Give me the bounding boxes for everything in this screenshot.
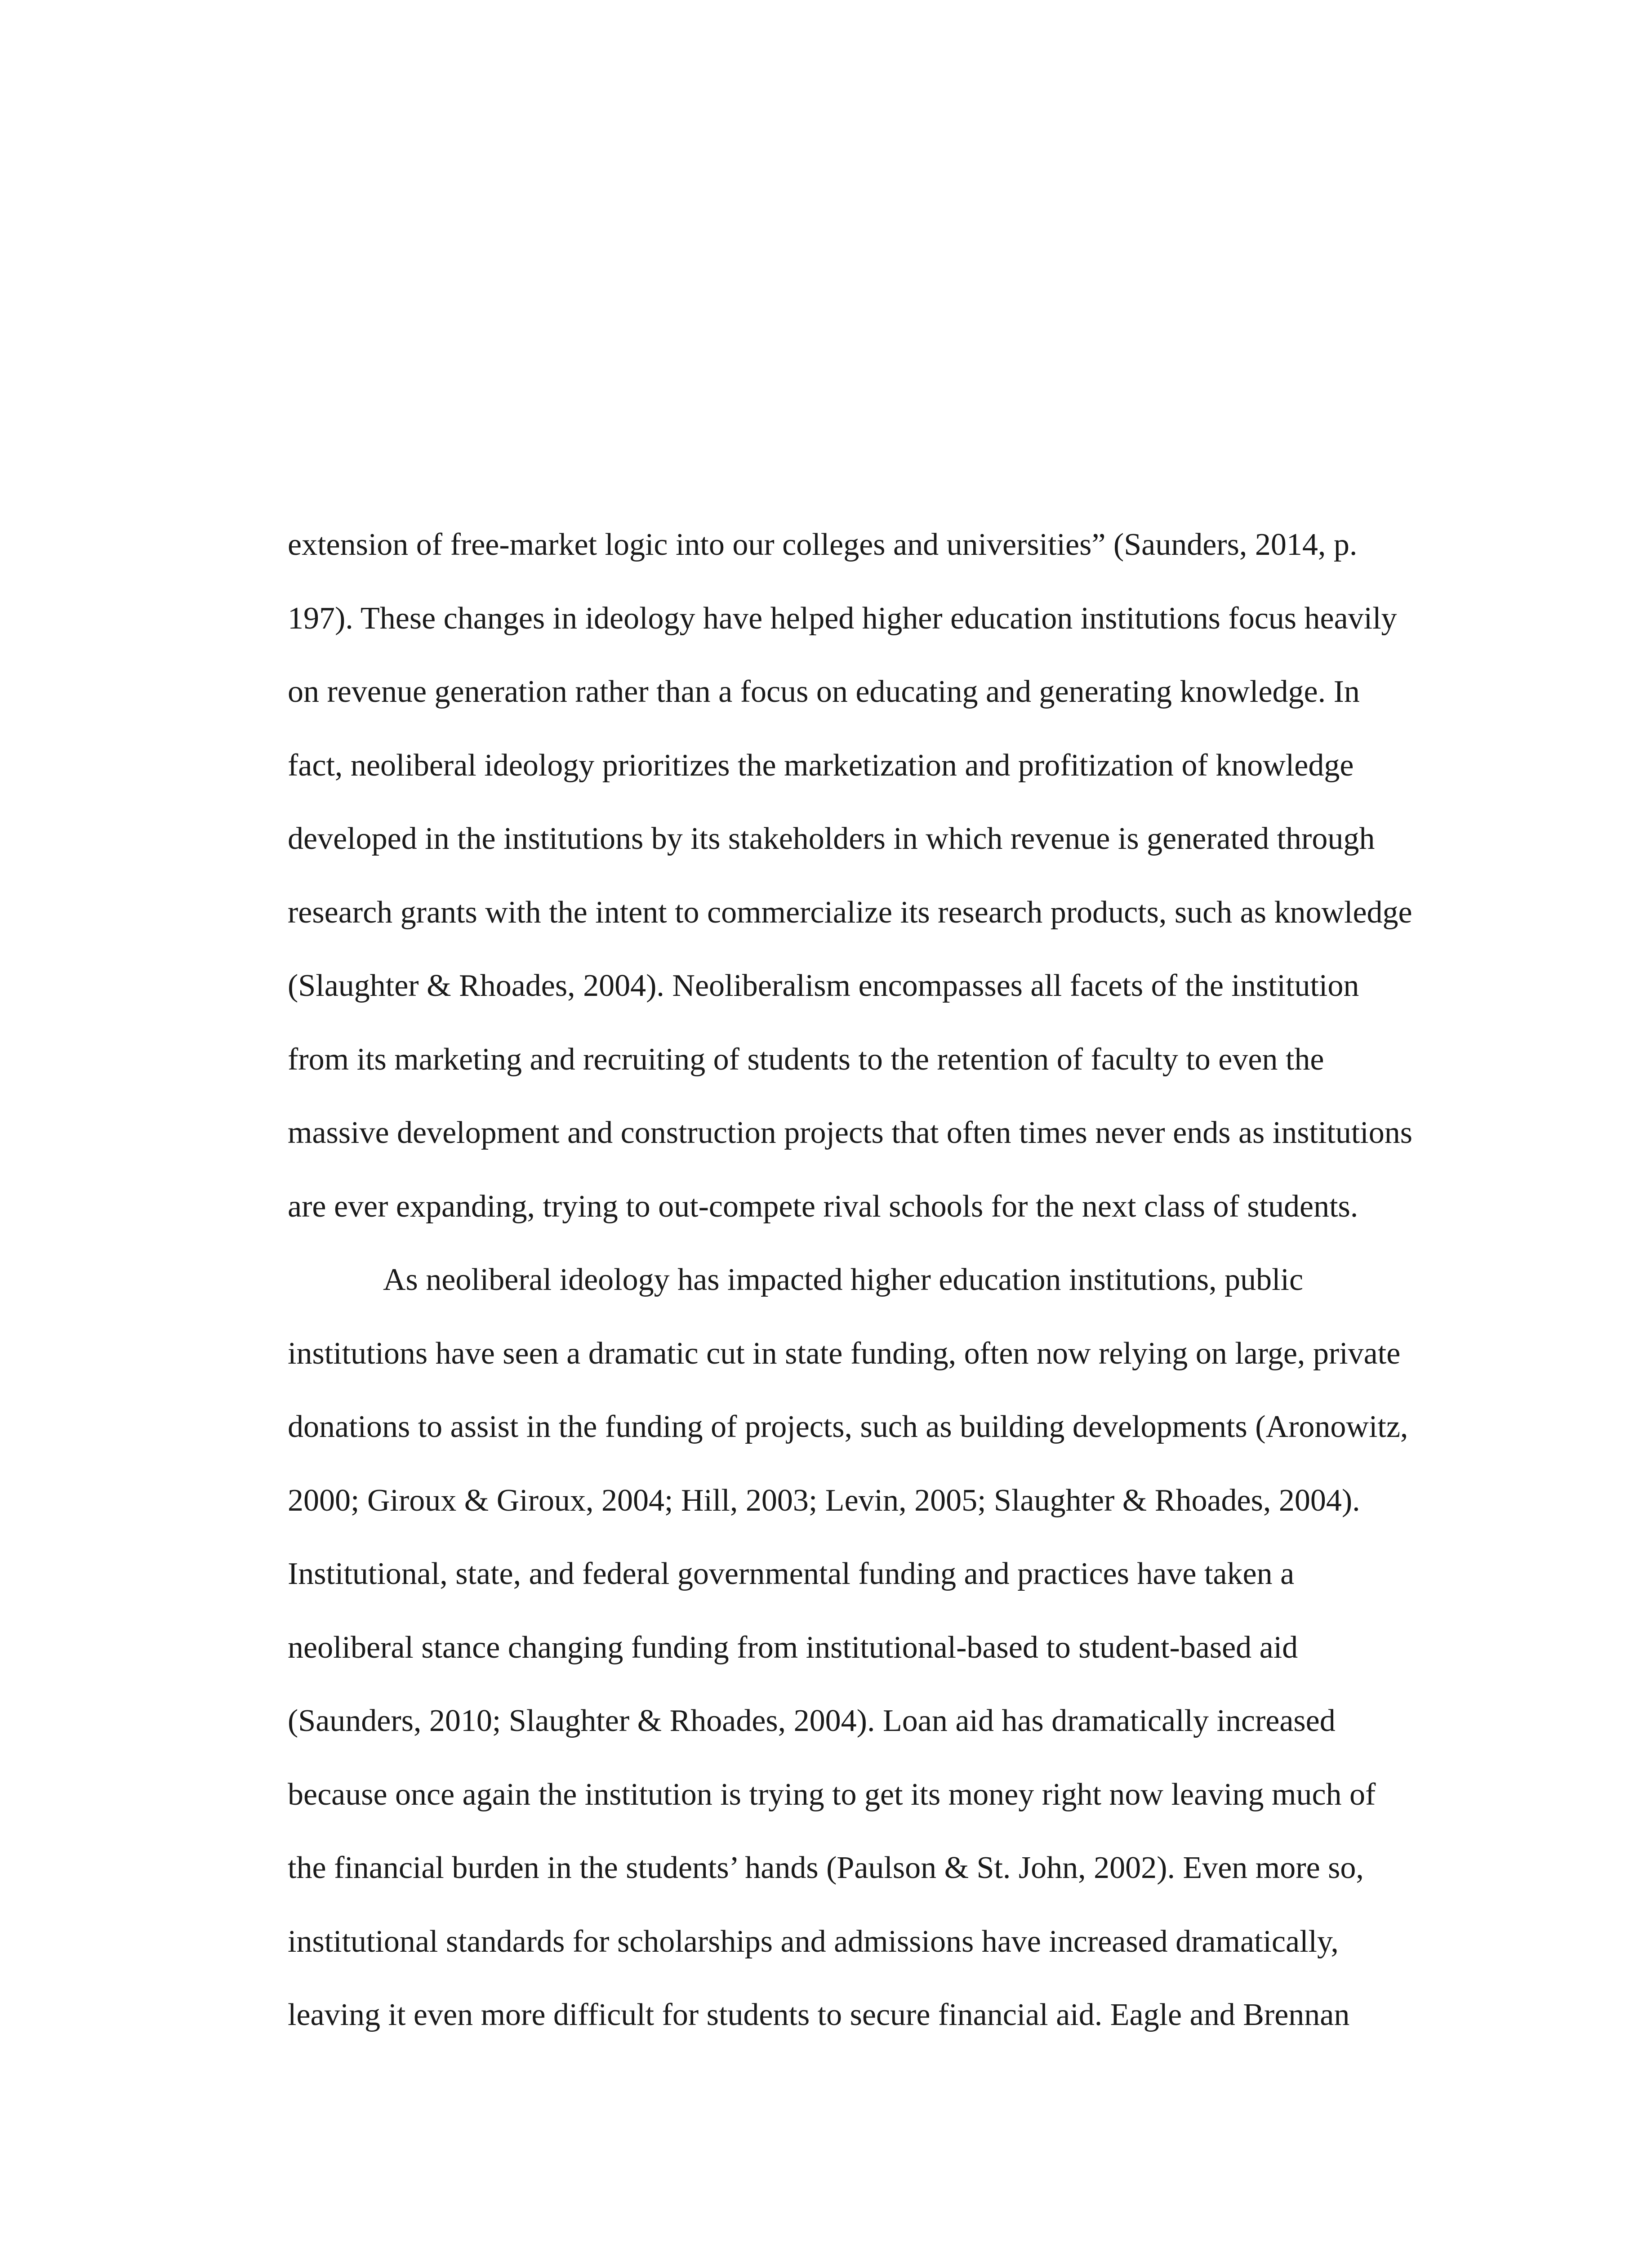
text-line: on revenue generation rather than a focus on educating and generating knowledge. In <box>288 674 1360 709</box>
body-text <box>288 508 1429 2052</box>
paragraph-first-line: As neoliberal ideology has impacted higher education institutions, public <box>383 1262 1304 1297</box>
text-line: extension of free-market logic into our colleges and universities” (Saunders, 2014, p. <box>288 527 1358 562</box>
text-line: Institutional, state, and federal governmental funding and practices have taken a <box>288 1557 1295 1591</box>
text-line: the financial burden in the students’ hands (Paulson & St. John, 2002). Even more so, <box>288 1851 1364 1885</box>
text-line: (Slaughter & Rhoades, 2004). Neoliberalism encompasses all facets of the institution <box>288 968 1359 1003</box>
text-line: 197). These changes in ideology have helped higher education institutions focus heavily <box>288 601 1397 636</box>
text-line: neoliberal stance changing funding from institutional-based to student-based aid <box>288 1630 1298 1665</box>
text-line: institutional standards for scholarships and admissions have increased dramatically, <box>288 1924 1339 1959</box>
text-line: donations to assist in the funding of projects, such as building developments (Aronowitz, <box>288 1409 1408 1444</box>
text-line: leaving it even more difficult for students to secure financial aid. Eagle and Brennan <box>288 1998 1350 2032</box>
text-line: massive development and construction projects that often times never ends as institutions <box>288 1115 1412 1150</box>
text-line: (Saunders, 2010; Slaughter & Rhoades, 2004). Loan aid has dramatically increased <box>288 1704 1336 1738</box>
text-line: fact, neoliberal ideology prioritizes the marketization and profitization of knowledge <box>288 748 1354 783</box>
text-line: 2000; Giroux & Giroux, 2004; Hill, 2003; Levin, 2005; Slaughter & Rhoades, 2004). <box>288 1483 1360 1518</box>
text-line: institutions have seen a dramatic cut in state funding, often now relying on large, private <box>288 1336 1401 1371</box>
text-line: from its marketing and recruiting of students to the retention of faculty to even the <box>288 1042 1324 1077</box>
text-line: research grants with the intent to commercialize its research products, such as knowledge <box>288 895 1412 930</box>
text-line: because once again the institution is trying to get its money right now leaving much of <box>288 1777 1376 1812</box>
text-line: developed in the institutions by its stakeholders in which revenue is generated through <box>288 821 1375 856</box>
text-line: are ever expanding, trying to out-compete rival schools for the next class of students. <box>288 1189 1358 1224</box>
